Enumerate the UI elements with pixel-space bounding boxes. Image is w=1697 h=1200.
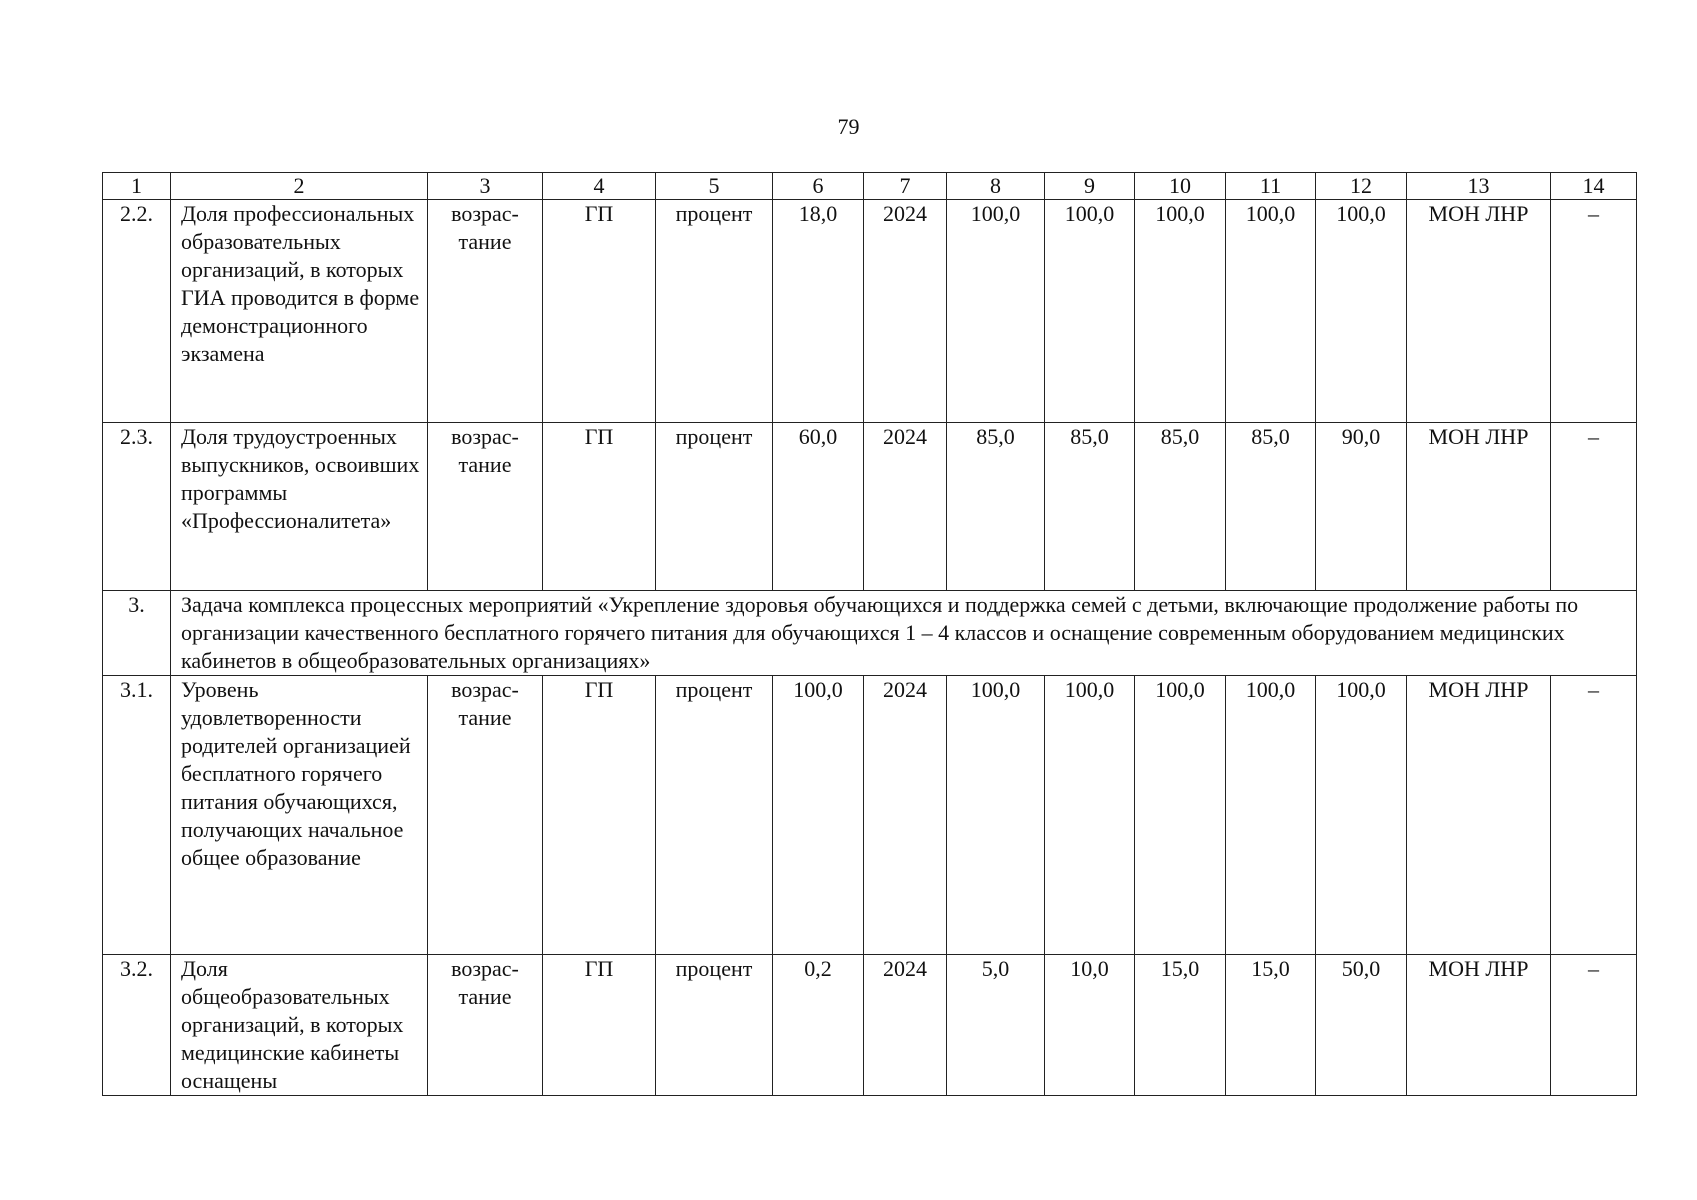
value-cell: 5,0 [947, 955, 1045, 1096]
trend-cell: возрас-тание [428, 955, 543, 1096]
value-cell: 85,0 [1045, 423, 1135, 591]
note-cell: – [1551, 423, 1637, 591]
value-cell: 100,0 [1316, 676, 1407, 955]
row-number: 2.2. [103, 200, 171, 423]
base-value-cell: 18,0 [773, 200, 864, 423]
responsible-cell: МОН ЛНР [1407, 955, 1551, 1096]
header-cell: 14 [1551, 173, 1637, 200]
note-cell: – [1551, 676, 1637, 955]
value-cell: 85,0 [1135, 423, 1226, 591]
value-cell: 90,0 [1316, 423, 1407, 591]
row-number: 3. [103, 591, 171, 676]
value-cell: 15,0 [1135, 955, 1226, 1096]
unit-cell: процент [656, 423, 773, 591]
value-cell: 100,0 [1135, 676, 1226, 955]
row-number: 3.1. [103, 676, 171, 955]
base-year-cell: 2024 [864, 423, 947, 591]
table-row [103, 423, 1637, 591]
value-cell: 100,0 [1226, 676, 1316, 955]
responsible-cell: МОН ЛНР [1407, 676, 1551, 955]
header-cell: 3 [428, 173, 543, 200]
value-cell: 85,0 [947, 423, 1045, 591]
trend-cell: возрас-тание [428, 423, 543, 591]
row-number: 2.3. [103, 423, 171, 591]
trend-cell: возрас-тание [428, 676, 543, 955]
table-row [103, 200, 1637, 423]
base-value-cell: 0,2 [773, 955, 864, 1096]
header-cell: 8 [947, 173, 1045, 200]
header-cell: 12 [1316, 173, 1407, 200]
header-cell: 4 [543, 173, 656, 200]
trend-cell: возрас-тание [428, 200, 543, 423]
value-cell: 100,0 [1045, 200, 1135, 423]
value-cell: 100,0 [1316, 200, 1407, 423]
level-cell: ГП [543, 423, 656, 591]
indicator-name: Доля общеобразовательных организаций, в которых медицинские кабинеты оснащены [171, 955, 428, 1096]
header-cell: 10 [1135, 173, 1226, 200]
value-cell: 100,0 [1226, 200, 1316, 423]
task-row [103, 591, 1637, 676]
row-number: 3.2. [103, 955, 171, 1096]
value-cell: 10,0 [1045, 955, 1135, 1096]
header-cell: 7 [864, 173, 947, 200]
level-cell: ГП [543, 676, 656, 955]
responsible-cell: МОН ЛНР [1407, 423, 1551, 591]
value-cell: 50,0 [1316, 955, 1407, 1096]
unit-cell: процент [656, 955, 773, 1096]
unit-cell: процент [656, 676, 773, 955]
value-cell: 85,0 [1226, 423, 1316, 591]
table-row [103, 955, 1637, 1096]
header-cell: 5 [656, 173, 773, 200]
table-row [103, 676, 1637, 955]
header-cell: 1 [103, 173, 171, 200]
responsible-cell: МОН ЛНР [1407, 200, 1551, 423]
header-cell: 2 [171, 173, 428, 200]
value-cell: 100,0 [947, 676, 1045, 955]
value-cell: 100,0 [1045, 676, 1135, 955]
base-value-cell: 100,0 [773, 676, 864, 955]
base-year-cell: 2024 [864, 955, 947, 1096]
base-year-cell: 2024 [864, 676, 947, 955]
task-description: Задача комплекса процессных мероприятий «Укрепление здоровья обучающихся и поддержка семей с детьми, включающие продолжение работы по организации качественного бесплатного горячего питания для обучающихся 1 – 4 классов и оснащение современным оборудованием медицинских кабинетов в общеобразовательных организациях» [171, 591, 1637, 676]
level-cell: ГП [543, 955, 656, 1096]
note-cell: – [1551, 955, 1637, 1096]
base-year-cell: 2024 [864, 200, 947, 423]
value-cell: 100,0 [947, 200, 1045, 423]
header-cell: 9 [1045, 173, 1135, 200]
indicator-name: Доля профессиональных образовательных организаций, в которых ГИА проводится в форме демонстрационного экзамена [171, 200, 428, 423]
page-number: 79 [837, 114, 860, 139]
indicator-name: Доля трудоустроенных выпускников, освоивших программы «Профессионалитета» [171, 423, 428, 591]
note-cell: – [1551, 200, 1637, 423]
header-cell: 11 [1226, 173, 1316, 200]
value-cell: 100,0 [1135, 200, 1226, 423]
header-row [103, 173, 1637, 200]
header-cell: 13 [1407, 173, 1551, 200]
value-cell: 15,0 [1226, 955, 1316, 1096]
header-cell: 6 [773, 173, 864, 200]
unit-cell: процент [656, 200, 773, 423]
indicator-name: Уровень удовлетворенности родителей организацией бесплатного горячего питания обучающихся, получающих начальное общее образование [171, 676, 428, 955]
level-cell: ГП [543, 200, 656, 423]
base-value-cell: 60,0 [773, 423, 864, 591]
indicators-table [102, 172, 1637, 1096]
